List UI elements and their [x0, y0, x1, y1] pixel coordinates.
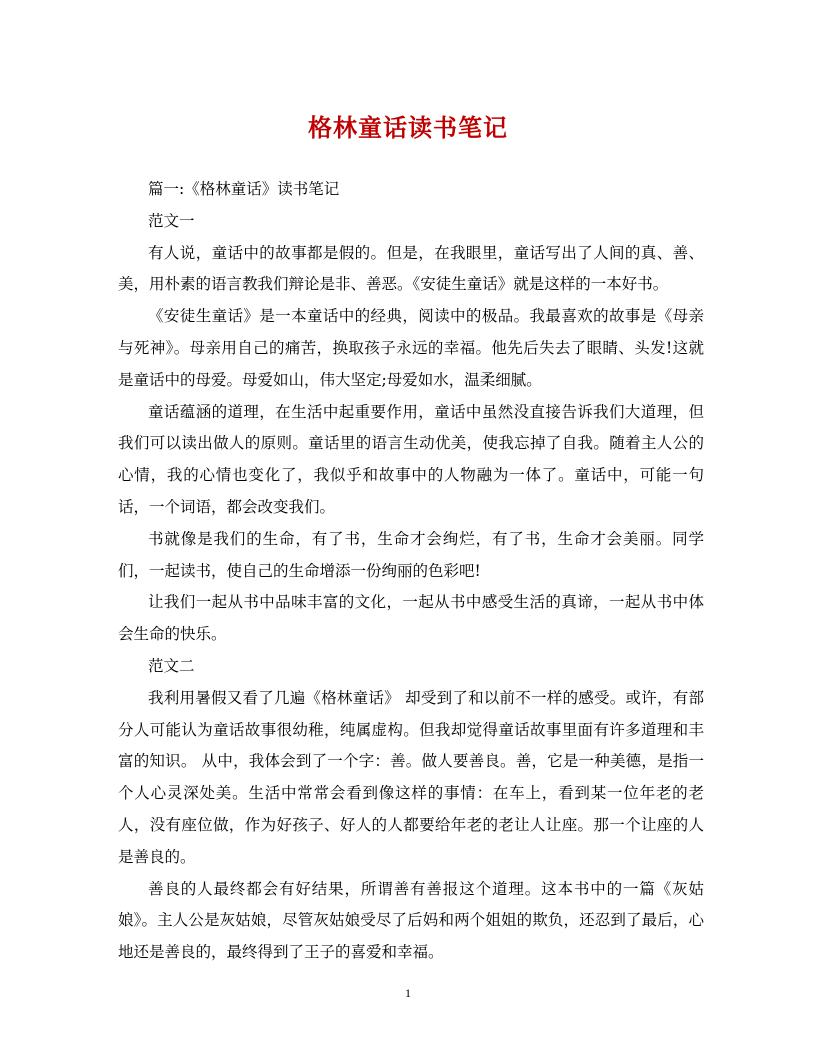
body-paragraph: 我利用暑假又看了几遍《格林童话》 却受到了和以前不一样的感受。或许，有部分人可能认为童话故事很幼稚，纯属虚构。但我却觉得童话故事里面有许多道理和丰富的知识。 从中，我体会到了一个字：善。做人要善良。善，它是一种美德，是指一个人心灵深处美。生活中常常会看到像这样的事情：在车上，看到某一位年老的老人，没有座位做，作为好孩子、好人的人都要给年老的老让人让座。那一个让座的人是善良的。 — [118, 688, 704, 866]
section-heading: 篇一:《格林童话》读书笔记 — [148, 180, 340, 198]
sample-heading-2: 范文二 — [148, 656, 195, 675]
document-title: 格林童话读书笔记 — [308, 114, 508, 142]
body-paragraph: 让我们一起从书中品味丰富的文化，一起从书中感受生活的真谛，一起从书中体会生命的快乐。 — [118, 593, 704, 644]
body-paragraph: 善良的人最终都会有好结果，所谓善有善报这个道理。这本书中的一篇《灰姑娘》。主人公是灰姑娘，尽管灰姑娘受尽了后妈和两个姐姐的欺负，还忍到了最后，心地还是善良的，最终得到了王子的喜爱和幸福。 — [118, 879, 704, 962]
document-body — [118, 174, 704, 969]
body-paragraph: 书就像是我们的生命，有了书，生命才会绚烂，有了书，生命才会美丽。同学们，一起读书，使自己的生命增添一份绚丽的色彩吧! — [118, 529, 704, 580]
body-paragraph: 童话蕴涵的道理，在生活中起重要作用，童话中虽然没直接告诉我们大道理，但我们可以读出做人的原则。童话里的语言生动优美，使我忘掉了自我。随着主人公的心情，我的心情也变化了，我似乎和故事中的人物融为一体了。童话中，可能一句话，一个词语，都会改变我们。 — [118, 402, 704, 516]
body-paragraph: 有人说，童话中的故事都是假的。但是，在我眼里，童话写出了人间的真、善、美，用朴素的语言教我们辩论是非、善恶。《安徒生童话》就是这样的一本好书。 — [118, 243, 704, 294]
sample-heading-1: 范文一 — [148, 211, 195, 230]
page-number: 1 — [405, 986, 411, 1000]
body-paragraph: 《安徒生童话》是一本童话中的经典，阅读中的极品。我最喜欢的故事是《母亲与死神》。母亲用自己的痛苦，换取孩子永远的幸福。他先后失去了眼睛、头发!这就是童话中的母爱。母爱如山，伟大坚定;母爱如水，温柔细腻。 — [118, 307, 704, 389]
